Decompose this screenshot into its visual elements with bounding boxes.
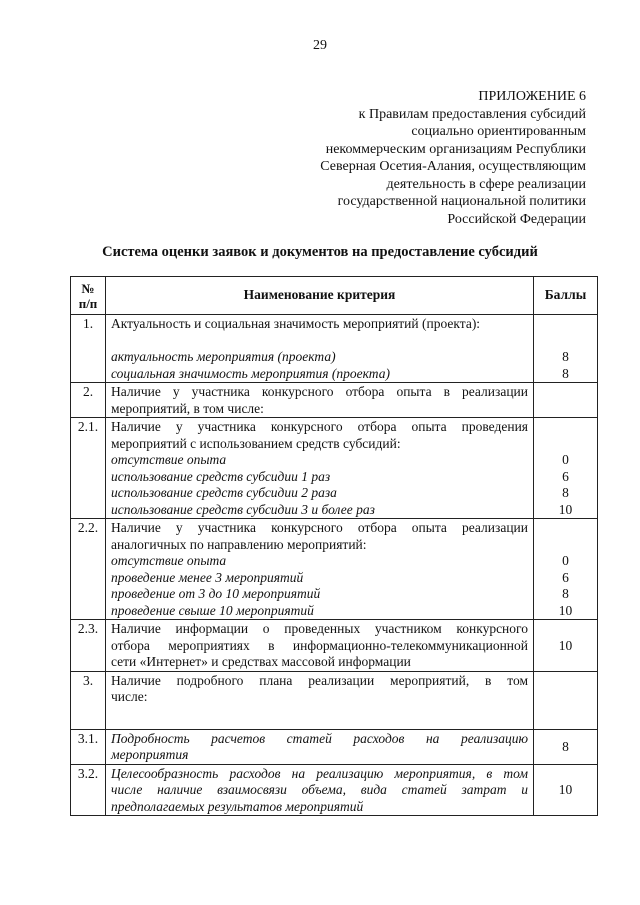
criterion-item: социальная значимость мероприятия (проекта)	[111, 365, 390, 381]
row-criterion	[106, 315, 534, 383]
row-number: 2.	[71, 383, 106, 418]
criterion-item: использование средств субсидии 2 раза	[111, 485, 337, 500]
item-score: 6	[562, 468, 569, 484]
criterion-text: аналогичных по направлению мероприятий:	[111, 536, 367, 552]
row-score	[534, 383, 598, 418]
criteria-table	[70, 276, 598, 816]
criterion-text: мероприятия	[111, 747, 189, 762]
criterion-item: проведение менее 3 мероприятий	[111, 569, 304, 585]
criterion-text: Наличие подробного плана реализации мероприятий, в том	[111, 672, 528, 688]
criterion-item: использование средств субсидии 1 раз	[111, 468, 331, 484]
criterion-text: отбора мероприятиях в информационно-телекоммуникационной	[111, 637, 528, 653]
header-number-line: №	[81, 280, 95, 296]
criterion-item: отсутствие опыта	[111, 452, 227, 467]
appendix-line: социально ориентированным	[411, 124, 586, 139]
item-score: 10	[558, 501, 573, 517]
item-score: 8	[562, 349, 569, 364]
criterion-text: Наличие информации о проведенных участником конкурсного	[111, 621, 528, 636]
row-number: 2.3.	[71, 620, 106, 672]
criterion-text: Актуальность и социальная значимость мероприятий (проекта):	[111, 316, 481, 331]
page-number: 29	[313, 38, 327, 53]
document-title: Система оценки заявок и документов на предоставление субсидий	[102, 244, 538, 260]
row-score: 10	[534, 764, 598, 816]
criterion-item: использование средств субсидии 3 и более раз	[111, 501, 375, 517]
table-row	[71, 418, 598, 519]
row-criterion	[106, 671, 534, 729]
criterion-text: предполагаемых результатов мероприятий	[111, 798, 364, 814]
row-score: 8	[534, 729, 598, 764]
table-row	[71, 383, 598, 418]
row-number: 3.1.	[71, 729, 106, 764]
header-criterion: Наименование критерия	[106, 277, 534, 315]
row-number: 1.	[71, 315, 106, 383]
item-score: 8	[562, 485, 569, 500]
table-row	[71, 671, 598, 729]
item-score: 0	[562, 553, 569, 568]
criterion-text: числе наличие взаимосвязи объема, вида статей затрат и	[111, 782, 528, 797]
criterion-text: числе:	[111, 689, 148, 704]
row-criterion	[106, 519, 534, 620]
appendix-line: деятельность в сфере реализации	[386, 176, 586, 192]
row-number: 2.2.	[71, 519, 106, 620]
table-header-row	[71, 277, 598, 315]
row-criterion	[106, 620, 534, 672]
row-criterion	[106, 729, 534, 764]
row-score	[534, 519, 598, 620]
criterion-text: Целесообразность расходов на реализацию мероприятия, в том	[111, 765, 528, 781]
row-score: 10	[534, 620, 598, 672]
item-score: 6	[562, 569, 569, 585]
item-score: 10	[558, 602, 573, 618]
row-score	[534, 315, 598, 383]
header-score: Баллы	[534, 277, 598, 315]
row-criterion	[106, 764, 534, 816]
table-row	[71, 315, 598, 383]
criterion-item: актуальность мероприятия (проекта)	[111, 349, 336, 364]
table-row	[71, 620, 598, 672]
row-score	[534, 671, 598, 729]
item-score: 8	[562, 586, 569, 601]
table-row	[71, 519, 598, 620]
criterion-text: Подробность расчетов статей расходов на реализацию	[111, 730, 528, 746]
row-number: 3.	[71, 671, 106, 729]
row-criterion	[106, 383, 534, 418]
appendix-line: ПРИЛОЖЕНИЕ 6	[478, 89, 586, 104]
row-score	[534, 418, 598, 519]
criterion-item: проведение свыше 10 мероприятий	[111, 602, 314, 618]
header-number-line: п/п	[78, 295, 98, 311]
criterion-item: отсутствие опыта	[111, 553, 227, 568]
table-row	[71, 764, 598, 816]
row-criterion	[106, 418, 534, 519]
appendix-line: некоммерческим организациям Республики	[325, 141, 586, 157]
criterion-text: сети «Интернет» и средствах массовой информации	[111, 654, 411, 669]
appendix-line: государственной национальной политики	[337, 194, 586, 209]
criterion-item: проведение от 3 до 10 мероприятий	[111, 586, 321, 601]
row-number: 2.1.	[71, 418, 106, 519]
criterion-text: Наличие у участника конкурсного отбора опыта в реализации	[111, 384, 528, 399]
criterion-text: мероприятий с использованием средств субсидий:	[111, 435, 401, 451]
header-number	[71, 277, 106, 315]
appendix-line: Северная Осетия-Алания, осуществляющим	[320, 159, 586, 174]
criterion-text: Наличие у участника конкурсного отбора опыта проведения	[111, 419, 528, 434]
item-score: 0	[562, 452, 569, 467]
item-score: 8	[562, 365, 569, 381]
criterion-text: мероприятий, в том числе:	[111, 400, 264, 416]
criterion-text: Наличие у участника конкурсного отбора опыта реализации	[111, 520, 528, 535]
appendix-line: Российской Федерации	[447, 211, 586, 227]
row-number: 3.2.	[71, 764, 106, 816]
appendix-line: к Правилам предоставления субсидий	[358, 106, 586, 122]
table-row	[71, 729, 598, 764]
appendix-heading	[256, 88, 586, 228]
